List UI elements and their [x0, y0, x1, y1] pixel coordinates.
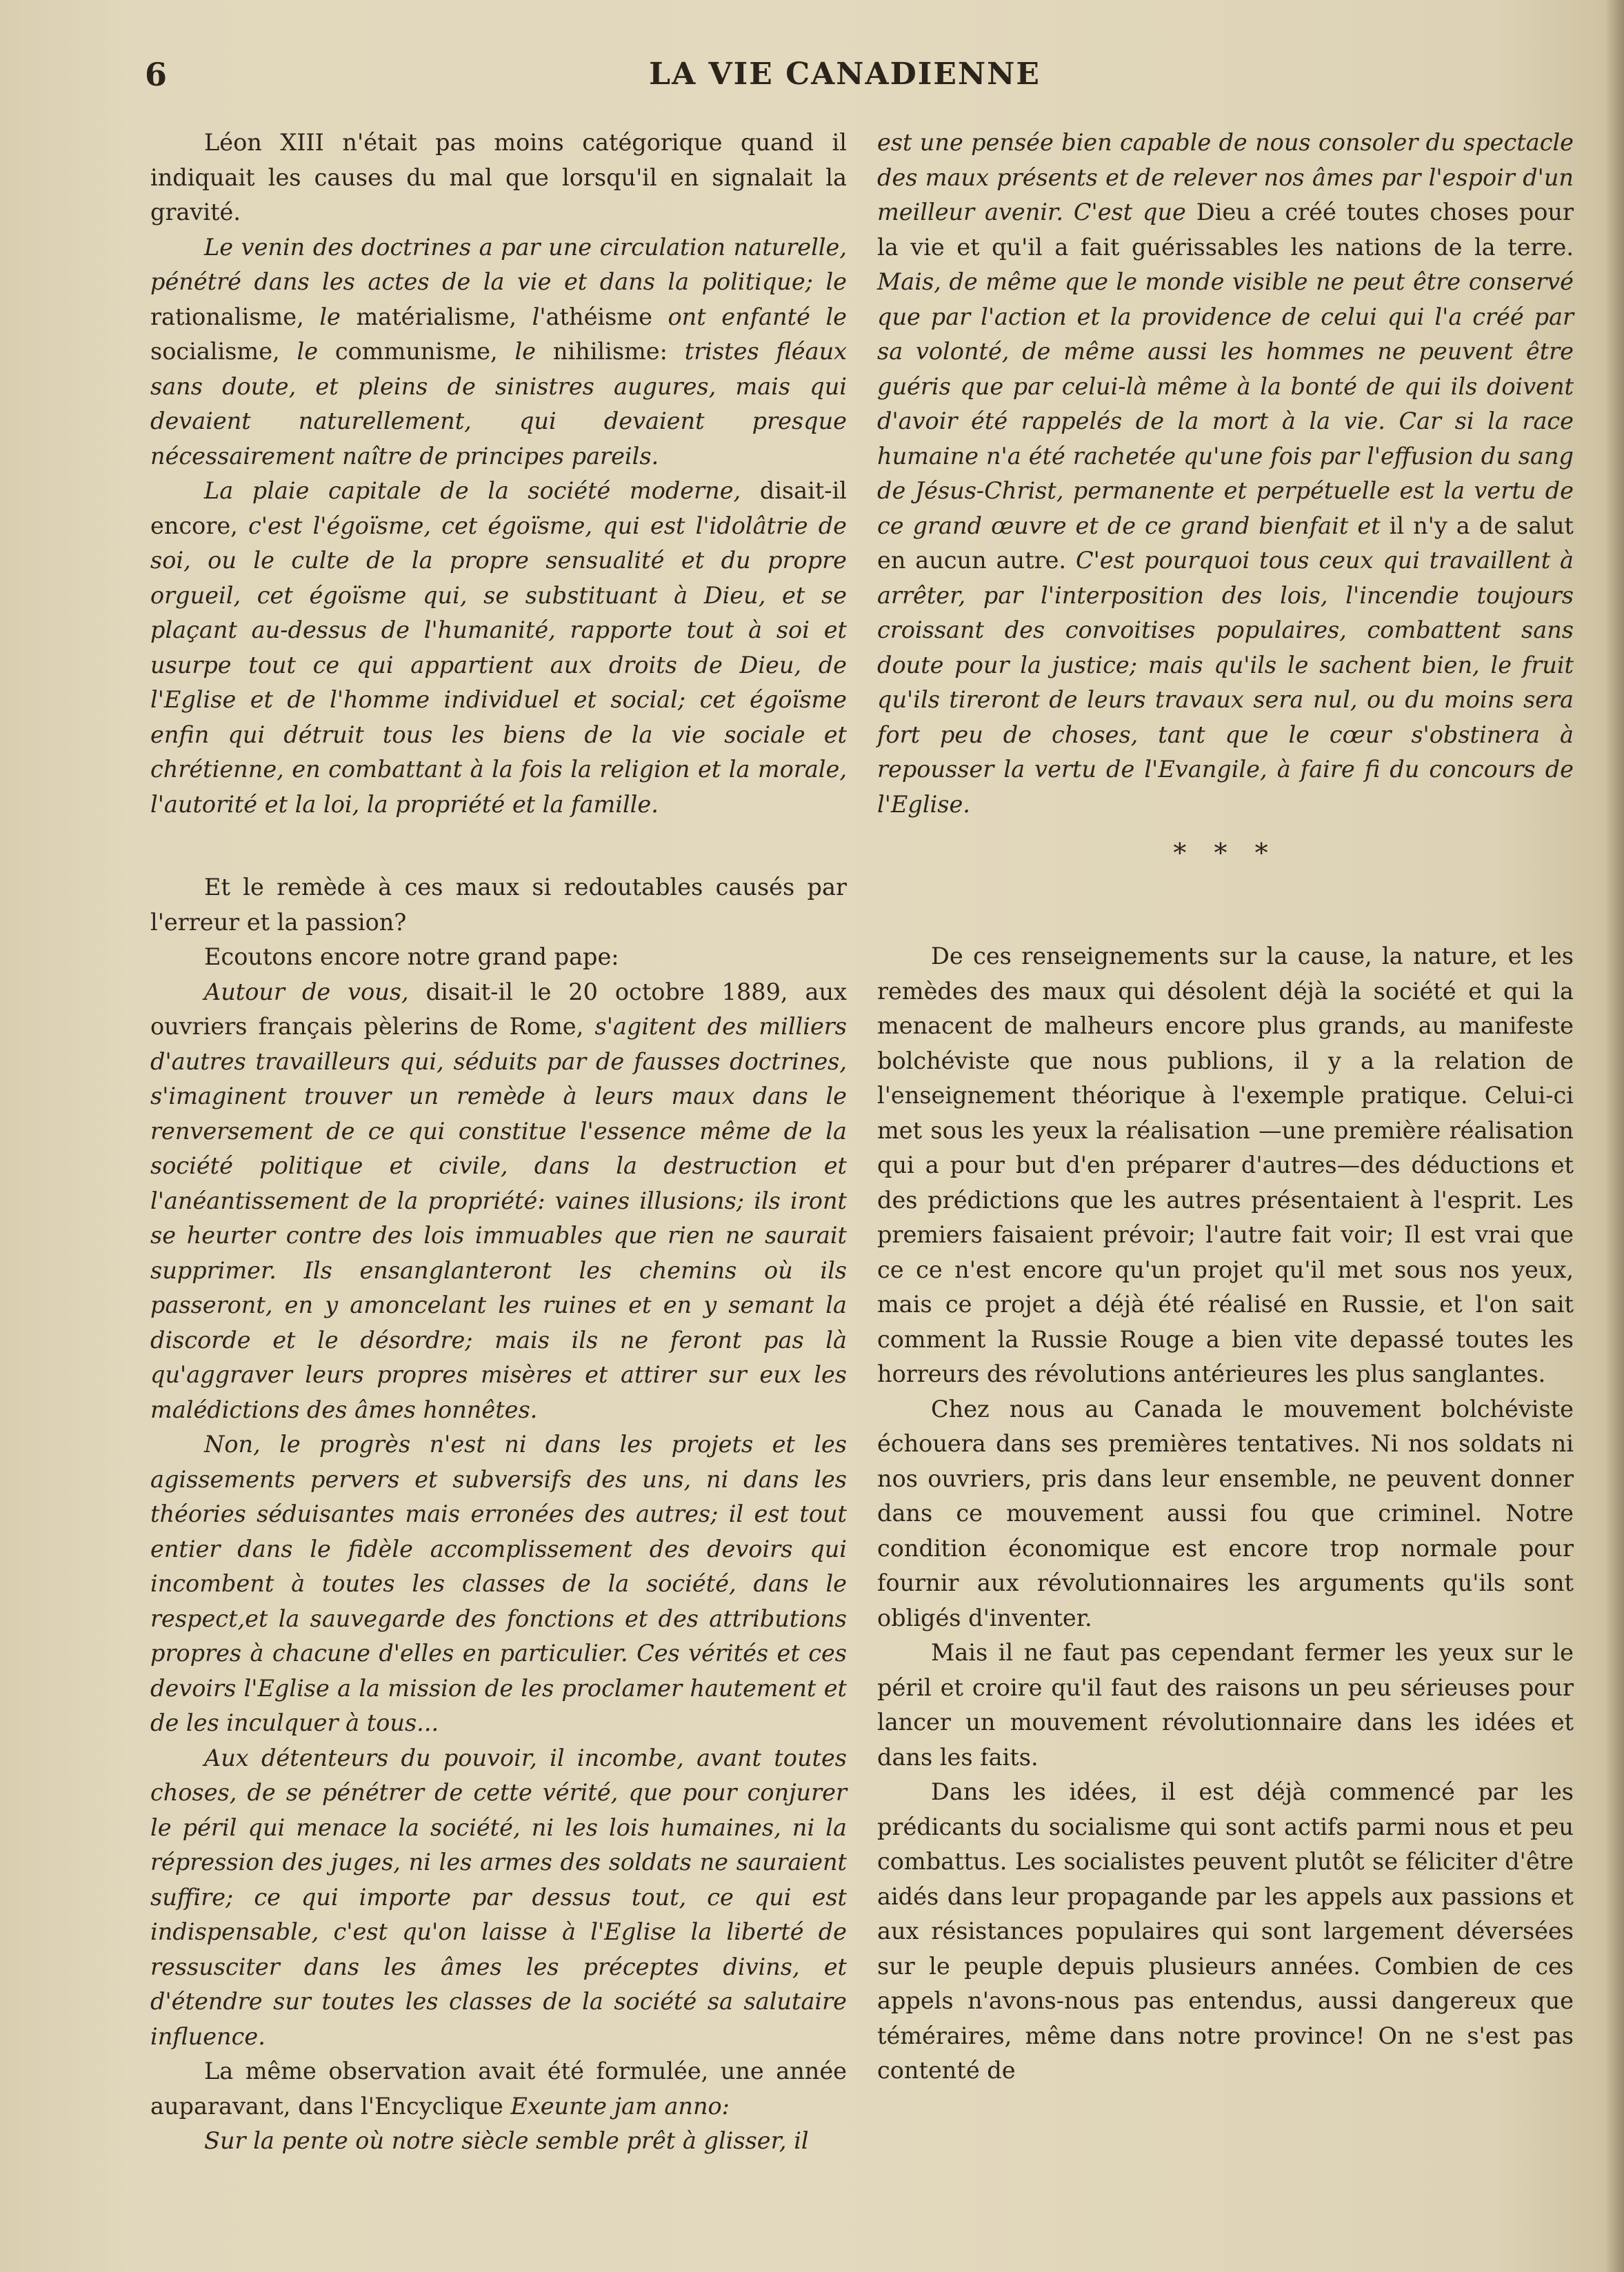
section-separator-stars: * * *: [1173, 838, 1278, 868]
page-edge-shadow: [1605, 0, 1624, 2272]
right-paragraph-1: est une pensée bien capable de nous consoler du spectacle des maux présents et de relever nos âmes par l'espoir d'un meilleur avenir. C'est que Dieu a créé toutes choses pour la vie et qu'il a fait guérissables les nations de la terre. Mais, de même que le monde visible ne peut être conservé que par l'action et la providence de celui qui l'a créé par sa volonté, de même aussi les hommes ne peuvent être guéris que par celui-là même à la bonté de qui ils doivent d'avoir été rappelés de la mort à la vie. Car si la race humaine n'a été rachetée qu'une fois par l'effusion du sang de Jésus-Christ, permanente et perpétuelle est la vertu de ce grand œuvre et de ce grand bienfait et il n'y a de salut en aucun autre. C'est pourquoi tous ceux qui travaillent à arrêter, par l'interposition des lois, l'incendie toujours croissant des convoitises populaires, combattent sans doute pour la justice; mais qu'ils le sachent bien, le fruit qu'ils tireront de leurs travaux sera nul, ou du moins sera fort peu de choses, tant que le cœur s'obstinera à repousser la vertu de l'Evangile, à faire fi du concours de l'Eglise.: [877, 129, 1574, 818]
left-paragraph-8: Aux détenteurs du pouvoir, il incombe, avant toutes choses, de se pénétrer de cette vérité, que pour conjurer le péril qui menace la société, ni les lois humaines, ni la répression des juges, ni les armes des soldats ne sauraient suffire; ce qui importe par dessus tout, ce qui est indispensable, c'est qu'on laisse à l'Eglise la liberté de ressusciter dans les âmes les préceptes divins, et d'étendre sur toutes les classes de la société sa salutaire influence.: [150, 1744, 847, 2050]
right-paragraph-2: De ces renseignements sur la cause, la nature, et les remèdes des maux qui désolent déjà la société et qui la menacent de malheurs encore plus grands, au manifeste bolchéviste que nous publions, il y a la relation de l'enseignement théorique à l'exemple pratique. Celui-ci met sous les yeux la réalisation —une première réalisation qui a pour but d'en préparer d'autres—des déductions et des prédictions que les autres présentaient à l'esprit. Les premiers faisaient prévoir; l'autre fait voir; Il est vrai que ce ce n'est encore qu'un projet qu'il met sous nos yeux, mais ce projet a déjà été réalisé en Russie, et l'on sait comment la Russie Rouge a bien vite depassé toutes les horreurs des révolutions antérieures les plus sanglantes.: [877, 943, 1574, 1387]
left-paragraph-5: Ecoutons encore notre grand pape:: [204, 943, 619, 970]
left-paragraph-10: Sur la pente où notre siècle semble prêt à glisser, il: [204, 2127, 809, 2154]
running-title: LA VIE CANADIENNE: [649, 57, 1041, 92]
section-gap: [150, 822, 847, 870]
page-number: 6: [145, 56, 168, 93]
page-header: [145, 54, 1545, 109]
right-paragraph-5: Dans les idées, il est déjà commencé par les prédicants du socialisme qui sont actifs parmi nous et peu combattus. Les socialistes peuvent plutôt se féliciter d'être aidés dans leur propagande par les appels aux passions et aux résistances populaires qui sont largement déversées sur le peuple depuis plusieurs années. Combien de ces appels n'avons-nous pas entendus, aussi dangereux que téméraires, même dans notre province! On ne s'est pas contenté de: [877, 1778, 1574, 2084]
right-column: [877, 125, 1574, 2089]
left-paragraph-4: Et le remède à ces maux si redoutables causés par l'erreur et la passion?: [150, 874, 847, 936]
left-paragraph-9: La même observation avait été formulée, une année auparavant, dans l'Encyclique Exeunte jam anno:: [150, 2058, 847, 2120]
left-paragraph-1: Léon XIII n'était pas moins catégorique quand il indiquait les causes du mal que lorsqu'il en signalait la gravité.: [150, 129, 847, 225]
left-paragraph-3: La plaie capitale de la société moderne, disait-il encore, c'est l'égoïsme, cet égoïsme, qui est l'idolâtrie de soi, ou le culte de la propre sensualité et du propre orgueil, cet égoïsme qui, se substituant à Dieu, et se plaçant au-dessus de l'humanité, rapporte tout à soi et usurpe tout ce qui appartient aux droits de Dieu, de l'Eglise et de l'homme individuel et social; cet égoïsme enfin qui détruit tous les biens de la vie sociale et chrétienne, en combattant à la fois la religion et la morale, l'autorité et la loi, la propriété et la famille.: [150, 477, 847, 818]
left-paragraph-2: Le venin des doctrines a par une circulation naturelle, pénétré dans les actes de la vie et dans la politique; le rationalisme, le matérialisme, l'athéisme ont enfanté le socialisme, le communisme, le nihilisme: tristes fléaux sans doute, et pleins de sinistres augures, mais qui devaient naturellement, qui devaient presque nécessairement naître de principes pareils.: [150, 233, 848, 470]
left-paragraph-7: Non, le progrès n'est ni dans les projets et les agissements pervers et subversifs des uns, ni dans les théories séduisantes mais erronées des autres; il est tout entier dans le fidèle accomplissement des devoirs qui incombent à toutes les classes de la société, dans le respect,et la sauvegarde des fonctions et des attributions propres à chacune d'elles en particulier. Ces vérités et ces devoirs l'Eglise a la mission de les proclamer hautement et de les inculquer à tous...: [150, 1431, 847, 1736]
left-column: [150, 125, 847, 2159]
right-paragraph-4: Mais il ne faut pas cependant fermer les yeux sur le péril et croire qu'il faut des raisons un peu sérieuses pour lancer un mouvement révolutionnaire dans les idées et dans les faits.: [877, 1639, 1574, 1771]
left-paragraph-6: Autour de vous, disait-il le 20 octobre 1889, aux ouvriers français pèlerins de Rome, s'agitent des milliers d'autres travailleurs qui, séduits par de fausses doctrines, s'imaginent trouver un remède à leurs maux dans le renversement de ce qui constitue l'essence même de la société politique et civile, dans la destruction et l'anéantissement de la propriété: vaines illusions; ils iront se heurter contre des lois immuables que rien ne saurait supprimer. Ils ensanglanteront les chemins où ils passeront, en y amoncelant les ruines et en y semant la discorde et le désordre; mais ils ne feront pas là qu'aggraver leurs propres misères et attirer sur eux les malédictions des âmes honnêtes.: [150, 978, 847, 1423]
right-paragraph-3: Chez nous au Canada le mouvement bolchéviste échouera dans ses premières tentatives. Ni nos soldats ni nos ouvriers, pris dans leur ensemble, ne peuvent donner dans ce mouvement aussi fou que criminel. Notre condition économique est encore trop normale pour fournir aux révolutionnaires les arguments qu'ils sont obligés d'inventer.: [877, 1395, 1574, 1631]
